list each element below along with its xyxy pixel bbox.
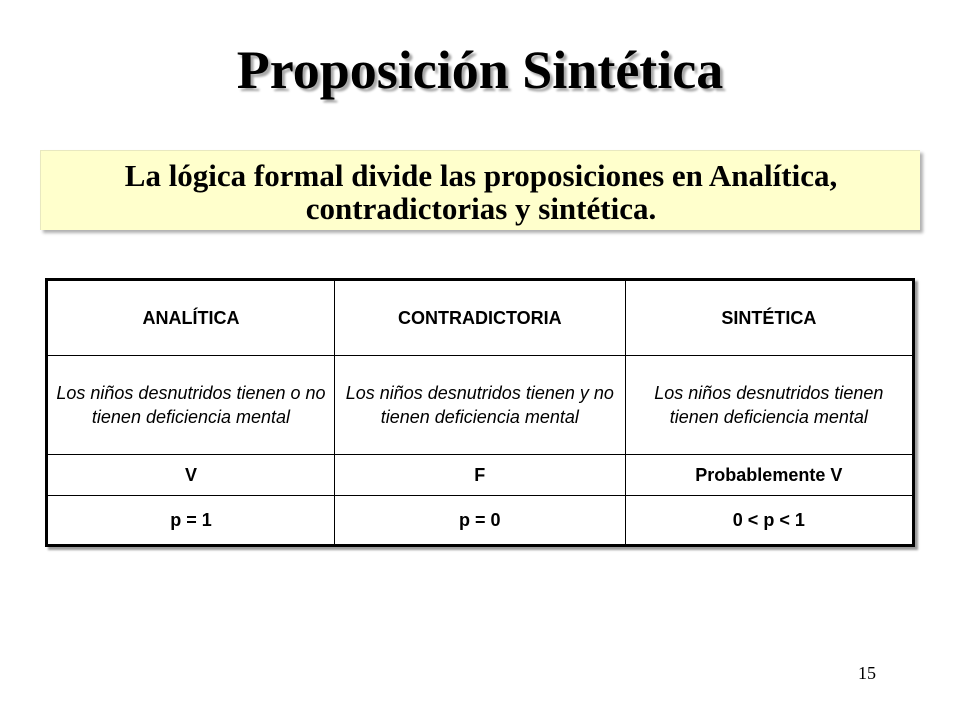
header-contradictoria: CONTRADICTORIA bbox=[334, 280, 625, 356]
truth-contradictoria: F bbox=[334, 455, 625, 496]
intro-text: La lógica formal divide las proposiciones en Analítica, contradictorias y sintética. bbox=[124, 158, 838, 226]
intro-callout bbox=[40, 150, 920, 230]
header-sintetica: SINTÉTICA bbox=[625, 280, 913, 356]
comparison-table bbox=[45, 278, 915, 547]
truth-analitica: V bbox=[47, 455, 335, 496]
prob-sintetica: 0 < p < 1 bbox=[625, 496, 913, 546]
example-contradictoria: Los niños desnutridos tienen y no tienen deficiencia mental bbox=[334, 356, 625, 455]
truth-sintetica: Probablemente V bbox=[625, 455, 913, 496]
table-header-row bbox=[47, 280, 914, 356]
page-number: 15 bbox=[858, 663, 876, 683]
example-analitica: Los niños desnutridos tienen o no tienen deficiencia mental bbox=[47, 356, 335, 455]
table-row-examples bbox=[47, 356, 914, 455]
prob-contradictoria: p = 0 bbox=[334, 496, 625, 546]
prob-analitica: p = 1 bbox=[47, 496, 335, 546]
table-row-probabilities bbox=[47, 496, 914, 546]
slide-title: Proposición Sintética bbox=[236, 40, 724, 100]
header-analitica: ANALÍTICA bbox=[47, 280, 335, 356]
table-row-truth-values bbox=[47, 455, 914, 496]
example-sintetica: Los niños desnutridos tienen tienen deficiencia mental bbox=[625, 356, 913, 455]
